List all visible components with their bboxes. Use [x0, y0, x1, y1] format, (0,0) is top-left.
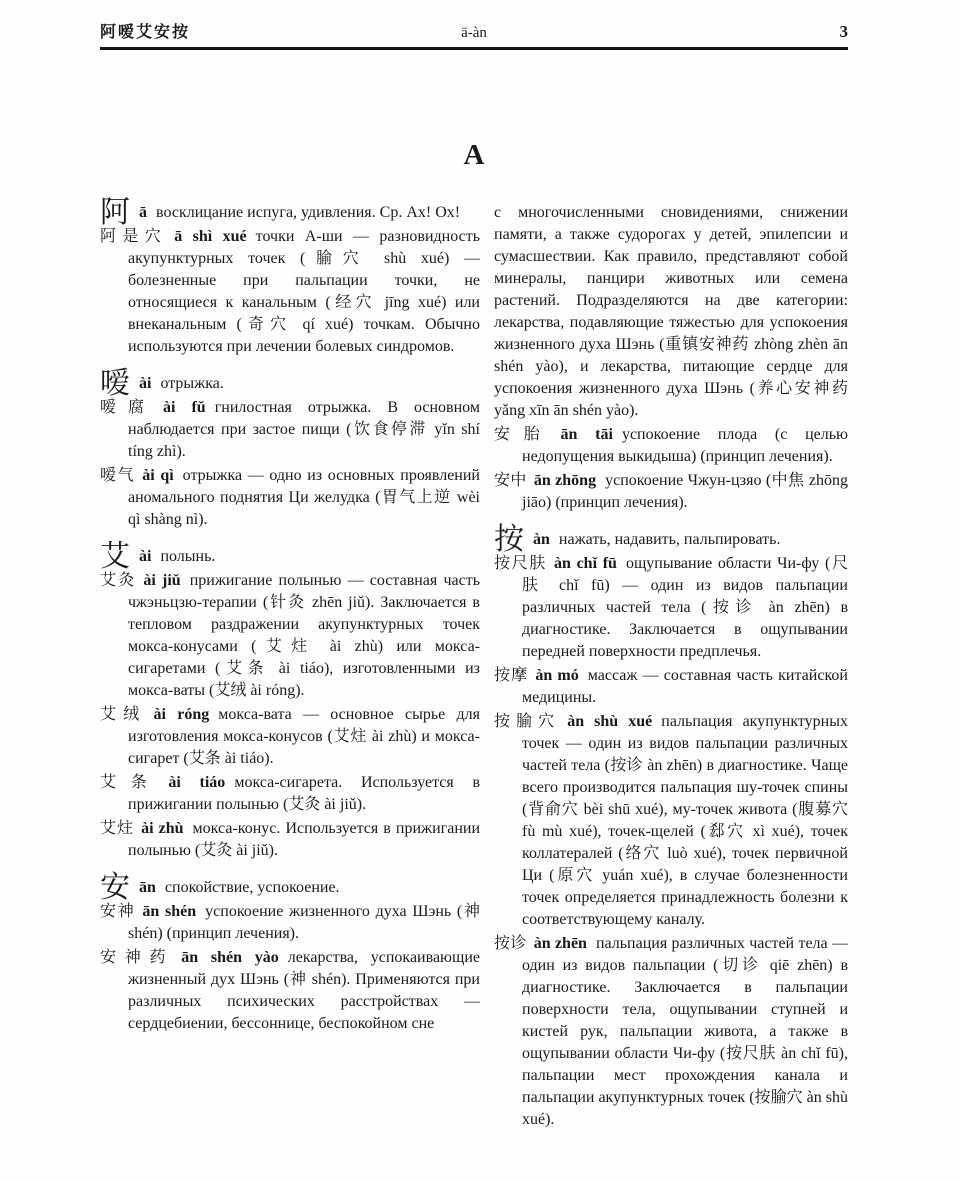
dictionary-entry: [100, 196, 480, 229]
dictionary-entry: [100, 397, 480, 463]
definition-text: отрыжка.: [160, 375, 224, 392]
definition-text: пальпация различных частей тела — один из видов пальпации (切诊 qiē zhēn) в диагностике. Заключается в пальпации поверхности тела, ощупывании ступней и кистей рук, пальпации живота, а также в ощупывании области Чи-фу (按尺肤 àn chǐ fū), пальпации мест прохождения канала и пальпации акупунктурных точек (按腧穴 àn shù xué).: [522, 935, 848, 1128]
definition-text: прижигание полынью — составная часть чжэньцзю-терапии (针灸 zhēn jiǔ). Заключается в тепловом раздражении акупунктурных точек мокса-конусами (艾炷 ài zhù) или мокса-сигаретами (艾条 ài tiáo), изготовленными из мокса-ваты (艾绒 ài róng).: [128, 572, 480, 699]
dictionary-entry: [100, 570, 480, 702]
headword-pinyin: ài jiǔ: [143, 572, 181, 589]
headword-hanzi: 艾: [100, 540, 130, 573]
text-columns: [100, 196, 848, 1131]
headword-hanzi: 阿是穴: [100, 228, 168, 245]
headword-hanzi: 安神: [100, 903, 136, 920]
headword-pinyin: ān: [139, 879, 156, 896]
headword-hanzi: 艾炷: [100, 820, 135, 837]
left-column: [100, 196, 481, 1131]
definition-text: полынь.: [160, 548, 216, 565]
headword-pinyin: ài tiáo: [168, 774, 226, 791]
definition-text: успокоение плода (с целью недопущения выкидыша) (принцип лечения).: [522, 426, 848, 465]
definition-text: мокса-вата — основное сырье для изготовления мокса-конусов (艾炷 ài zhù) и мокса-сигарет (艾条 ài tiáo).: [128, 706, 480, 767]
headword-pinyin: àn shù xué: [567, 713, 653, 730]
running-header: [100, 22, 848, 43]
section-heading: A: [463, 139, 485, 171]
dictionary-entry: [494, 424, 848, 468]
dictionary-entry: [100, 871, 480, 904]
right-column: [494, 202, 848, 1131]
headword-pinyin: ā shì xué: [174, 228, 247, 245]
headword-hanzi: 按诊: [494, 935, 527, 952]
headword-hanzi: 艾绒: [100, 706, 147, 723]
definition-text: лекарства, успокаивающие жизненный дух Шэнь (神 shén). Применяются при различных психических расстройствах — сердцебиении, бессоннице, беспокойном сне: [128, 949, 480, 1032]
definition-text: гнилостная отрыжка. В основном наблюдается при застое пищи (饮食停滞 yǐn shí tíng zhì).: [128, 399, 480, 460]
header-rule: [100, 47, 848, 50]
headword-pinyin: ài: [139, 548, 152, 565]
headword-pinyin: ān zhōng: [533, 472, 597, 489]
definition-text: точки А-ши — разновидность акупунктурных точек (腧穴 shù xué) — болезненные при пальпации точки, не относящиеся к канальным (经穴 jīng xué) или внеканальным (奇穴 qí xué) точкам. Обычно используются при лечении болевых синдромов.: [128, 228, 481, 355]
headword-hanzi: 按摩: [494, 667, 529, 684]
page-number: 3: [839, 22, 848, 41]
dictionary-entry: [100, 367, 480, 400]
dictionary-entry: [100, 226, 480, 358]
headword-hanzi: 安: [100, 871, 130, 904]
dictionary-entry: [100, 540, 480, 573]
definition-text: успокоение Чжун-цзяо (中焦 zhōng jiāo) (принцип лечения).: [522, 472, 848, 511]
headword-hanzi: 嗳: [100, 367, 130, 400]
running-header-headwords: 阿嗳艾安按: [100, 24, 191, 41]
headword-hanzi: 艾灸: [100, 572, 137, 589]
headword-hanzi: 安中: [494, 472, 527, 489]
headword-pinyin: àn zhēn: [533, 935, 587, 952]
dictionary-entry: [100, 772, 480, 816]
headword-hanzi: 按: [494, 523, 524, 556]
definition-text: мокса-конус. Используется в прижигании полынью (艾灸 ài jiǔ).: [128, 820, 481, 859]
dictionary-entry: [100, 818, 480, 862]
running-header-locator: ā-àn: [461, 25, 487, 41]
headword-hanzi: 按尺肤: [494, 555, 548, 572]
headword-pinyin: ān shén: [142, 903, 197, 920]
definition-text: отрыжка — одно из основных проявлений аномального поднятия Ци желудка (胃气上逆 wèi qì shàng nì).: [128, 467, 480, 528]
definition-text: успокоение жизненного духа Шэнь (神 shén) (принцип лечения).: [128, 903, 480, 942]
definition-text: мокса-сигарета. Используется в прижигании полынью (艾灸 ài jiǔ).: [128, 774, 481, 813]
dictionary-entry: [494, 711, 848, 931]
headword-hanzi: 艾条: [100, 774, 162, 791]
headword-pinyin: ān tāi: [560, 426, 613, 443]
dictionary-entry: [494, 470, 848, 514]
headword-pinyin: ā: [139, 204, 147, 221]
headword-hanzi: 嗳气: [100, 467, 136, 484]
headword-hanzi: 安神药: [100, 949, 175, 966]
entry-continuation: [494, 202, 848, 422]
dictionary-entry: [100, 947, 480, 1035]
definition-text: ощупывание области Чи-фу (尺肤 chǐ fū) — один из видов пальпации различных частей тела (按诊 àn zhēn) в диагностике. Заключается в ощупывании передней поверхности предплечья.: [522, 555, 848, 660]
dictionary-entry: [494, 553, 848, 663]
headword-pinyin: ài qì: [142, 467, 174, 484]
headword-pinyin: àn chǐ fū: [554, 555, 617, 572]
definition-text: с многочисленными сновидениями, снижении памяти, а также судорогах у детей, эпилепсии и сумасшествии. Как правило, представляют собой минералы, панцири животных или семена растений. Подразделяются на две категории: лекарства, подавляющие тяжестью для успокоения жизненного духа Шэнь (重镇安神药 zhòng zhèn ān shén yào), и лекарства, питающие сердце для успокоения жизненного духа Шэнь (养心安神药 yǎng xīn ān shén yào).: [494, 204, 848, 419]
headword-pinyin: ài fǔ: [163, 399, 206, 416]
definition-text: нажать, надавить, пальпировать.: [558, 531, 781, 548]
headword-pinyin: ài zhù: [141, 820, 184, 837]
dictionary-entry: [100, 465, 480, 531]
headword-hanzi: 阿: [100, 196, 130, 229]
headword-pinyin: ài róng: [153, 706, 210, 723]
dictionary-entry: [100, 704, 480, 770]
dictionary-entry: [494, 933, 848, 1131]
headword-hanzi: 安胎: [494, 426, 554, 443]
headword-pinyin: ài: [139, 375, 152, 392]
definition-text: пальпация акупунктурных точек — один из видов пальпации различных частей тела (按诊 àn zhēn) в диагностике. Чаще всего производится пальпация шу-точек спины (背俞穴 bèi shū xué), му-точек живота (腹募穴 fù mù xué), точек-щелей (郄穴 xì xué), точек коллатералей (络穴 luò xué), точек первичной Ци (原穴 yuán xué), в случае болезненности точек определяется принадлежность болезни к соответствующему каналу.: [522, 713, 848, 928]
definition-text: массаж — составная часть китайской медицины.: [522, 667, 848, 706]
headword-hanzi: 嗳腐: [100, 399, 157, 416]
definition-text: спокойствие, успокоение.: [164, 879, 340, 896]
headword-pinyin: ān shén yào: [181, 949, 279, 966]
headword-hanzi: 按腧穴: [494, 713, 561, 730]
definition-text: восклицание испуга, удивления. Ср. Ах! Ох!: [156, 204, 461, 221]
dictionary-entry: [494, 665, 848, 709]
headword-pinyin: àn mó: [535, 667, 579, 684]
dictionary-entry: [494, 523, 848, 556]
dictionary-entry: [100, 901, 480, 945]
headword-pinyin: àn: [533, 531, 550, 548]
